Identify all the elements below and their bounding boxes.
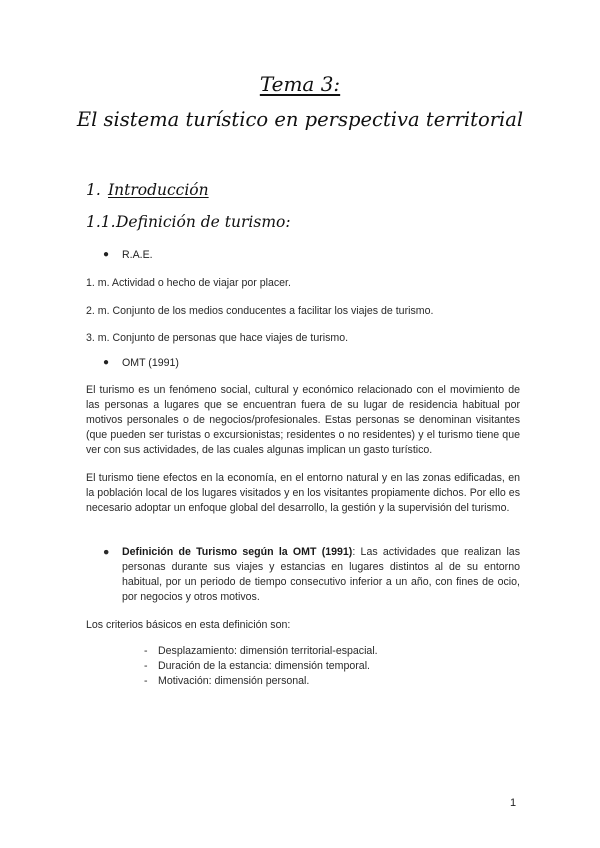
list-item-text: Duración de la estancia: dimensión temporal. (158, 660, 370, 672)
bullet-label: R.A.E. (122, 249, 153, 261)
definition-text: : Las actividades que realizan las personas durante sus viajes y estancias en lugares distintos al de su entorno habitual, por un periodo de tiempo consecutivo inferior a un año, con fines de ocio, por negocios y otros motivos. (122, 546, 520, 603)
list-item-text: Desplazamiento: dimensión territorial-espacial. (158, 645, 378, 657)
omt-paragraph-1: El turismo es un fenómeno social, cultural y económico relacionado con el movimiento de las personas a lugares que se encuentran fuera de su lugar de residencia habitual por motivos personales o de negocios/profesionales. Estas personas se denominan visitantes (que pueden ser turistas o excursionistas; residentes o no residentes) y el turismo tiene que ver con sus actividades, de las cuales algunas implican un gasto turístico. (86, 384, 520, 456)
bullet-label: OMT (1991) (122, 357, 179, 369)
dash-icon: - (144, 660, 148, 672)
page-subtitle: El sistema turístico en perspectiva territorial (76, 108, 524, 131)
definition-bullet (103, 545, 520, 605)
rae-definition-3: 3. m. Conjunto de personas que hace viajes de turismo. (86, 332, 349, 344)
page-number: 1 (510, 797, 517, 809)
section-heading-1 (86, 181, 209, 199)
bullet-dot-icon: ● (103, 546, 110, 558)
bullet-dot-icon: ● (103, 357, 110, 368)
rae-definition-1: 1. m. Actividad o hecho de viajar por placer. (86, 277, 291, 289)
criteria-intro: Los criterios básicos en esta definición son: (86, 619, 291, 631)
section-title: Introducción (108, 181, 209, 199)
page-title: Tema 3: (259, 72, 341, 96)
omt-paragraph-2: El turismo tiene efectos en la economía, en el entorno natural y en las zonas edificadas, en la población local de los lugares visitados y en los visitantes propiamente dichos. Por ello es necesario adoptar un enfoque global del desarrollo, la gestión y la supervisión del turismo. (86, 472, 520, 514)
bullet-dot-icon: ● (103, 249, 110, 260)
list-item-text: Motivación: dimensión personal. (158, 675, 310, 687)
section-heading-1-1 (86, 213, 291, 231)
dash-icon: - (144, 645, 148, 657)
definition-bold-label: Definición de Turismo según la OMT (1991) (122, 546, 353, 558)
section-title: Definición de turismo: (116, 213, 291, 231)
section-number: 1.1. (86, 213, 116, 231)
section-number: 1. (86, 181, 101, 199)
rae-definition-2: 2. m. Conjunto de los medios conducentes a facilitar los viajes de turismo. (86, 305, 434, 317)
dash-icon: - (144, 675, 148, 687)
